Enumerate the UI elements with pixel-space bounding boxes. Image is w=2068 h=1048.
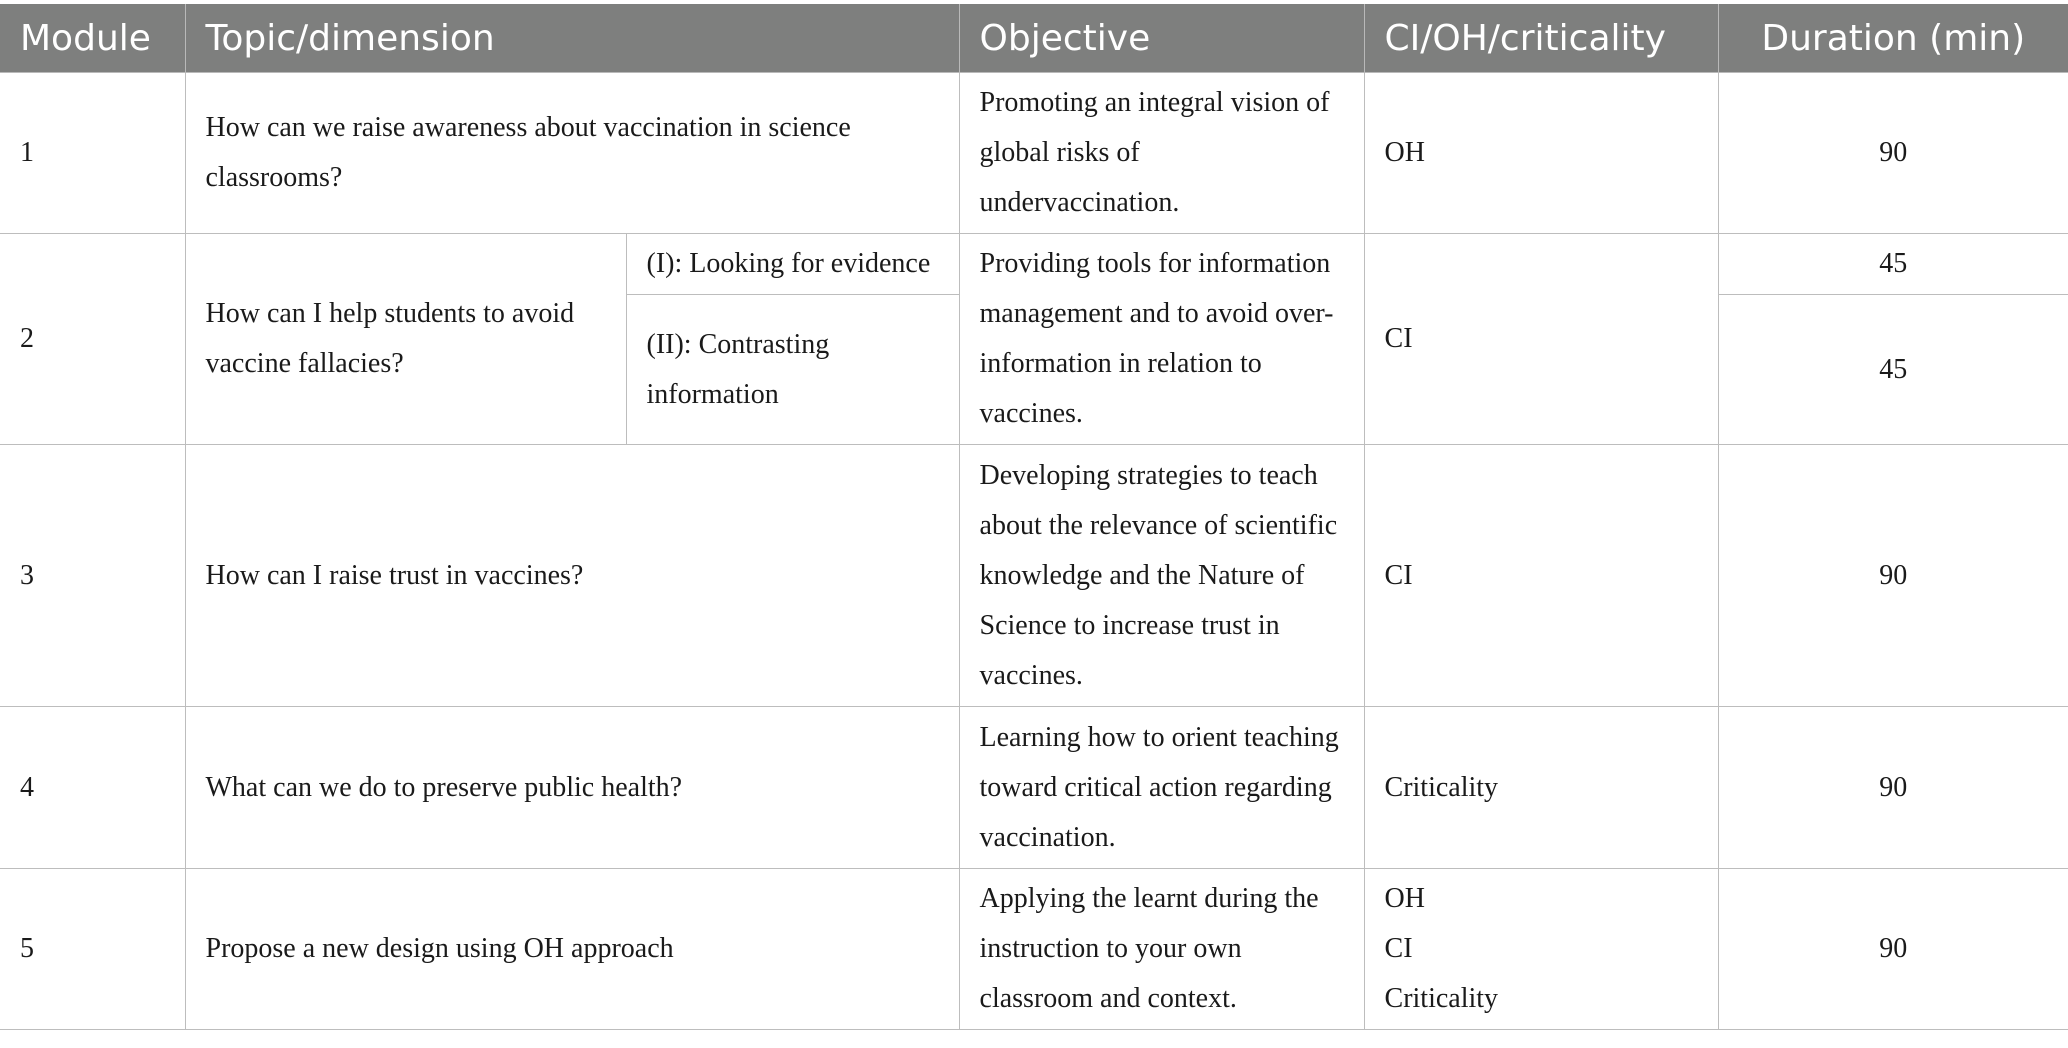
objective-cell: Applying the learnt during the instruction to your own classroom and context. [959, 869, 1364, 1030]
duration-cell: 90 [1718, 445, 2068, 707]
modules-table [0, 4, 2068, 1030]
duration-cell: 45 [1718, 234, 2068, 295]
table-row [0, 869, 2068, 1030]
ci-oh-cell: CI [1364, 445, 1718, 707]
module-number: 4 [0, 707, 185, 869]
topic-cell: How can I help students to avoid vaccine fallacies? [185, 234, 626, 445]
objective-cell: Developing strategies to teach about the relevance of scientific knowledge and the Nature of Science to increase trust in vaccines. [959, 445, 1364, 707]
subtopic-cell: (II): Contrasting information [626, 295, 959, 445]
ci-oh-cell [1364, 869, 1718, 1030]
duration-cell: 45 [1718, 295, 2068, 445]
ci-oh-line: CI [1384, 933, 1413, 964]
module-number: 3 [0, 445, 185, 707]
topic-cell: Propose a new design using OH approach [185, 869, 959, 1030]
table-row [0, 707, 2068, 869]
objective-cell: Promoting an integral vision of global risks of undervaccination. [959, 73, 1364, 234]
module-number: 5 [0, 869, 185, 1030]
topic-cell: How can we raise awareness about vaccination in science classrooms? [185, 73, 959, 234]
subtopic-cell: (I): Looking for evidence [626, 234, 959, 295]
header-objective: Objective [959, 4, 1364, 73]
header-topic: Topic/dimension [185, 4, 959, 73]
module-number: 1 [0, 73, 185, 234]
table-row [0, 234, 2068, 295]
module-number: 2 [0, 234, 185, 445]
topic-cell: How can I raise trust in vaccines? [185, 445, 959, 707]
objective-cell: Providing tools for information management and to avoid over-information in relation to vaccines. [959, 234, 1364, 445]
ci-oh-cell: Criticality [1364, 707, 1718, 869]
ci-oh-line: OH [1384, 883, 1425, 914]
ci-oh-cell: CI [1364, 234, 1718, 445]
table-row [0, 73, 2068, 234]
duration-cell: 90 [1718, 73, 2068, 234]
header-ci-oh: CI/OH/criticality [1364, 4, 1718, 73]
topic-cell: What can we do to preserve public health? [185, 707, 959, 869]
duration-cell: 90 [1718, 869, 2068, 1030]
ci-oh-line: Criticality [1384, 983, 1499, 1014]
header-duration: Duration (min) [1718, 4, 2068, 73]
ci-oh-cell: OH [1364, 73, 1718, 234]
objective-cell: Learning how to orient teaching toward critical action regarding vaccination. [959, 707, 1364, 869]
table-row [0, 445, 2068, 707]
header-module: Module [0, 4, 185, 73]
table-header-row [0, 4, 2068, 73]
duration-cell: 90 [1718, 707, 2068, 869]
